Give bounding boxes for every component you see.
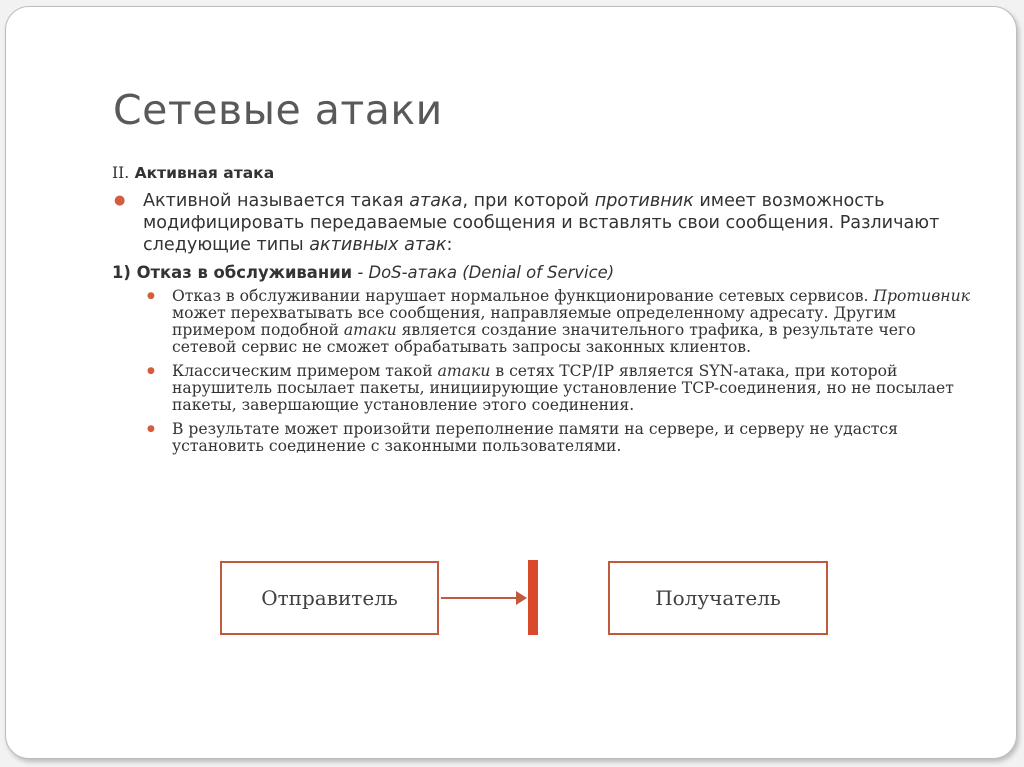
text-run: имеет возможность модифицировать передаваемые сообщения и вставлять свои сообщения. Различают следующие типы	[143, 191, 940, 255]
point-item	[147, 287, 982, 356]
point-item	[147, 420, 982, 455]
subsection-detail: DoS-атака (Denial of Service)	[368, 263, 615, 282]
text-run: :	[446, 235, 453, 255]
text-run: Классическим примером такой	[172, 362, 438, 380]
text-run: является создание значительного трафика, в результате чего сетевой сервис не сможет обрабатывать запросы законных клиентов.	[172, 321, 916, 356]
intro-paragraph	[112, 190, 982, 256]
section-label: Активная атака	[129, 164, 275, 182]
receiver-box	[608, 561, 828, 635]
slide-content	[112, 164, 982, 462]
emphasis-term: активных атак	[309, 235, 447, 255]
emphasis-term: противник	[594, 191, 694, 211]
text-run: может перехватывать все сообщения, направляемые определенному адресату. Другим примером подобной	[172, 304, 897, 339]
subsection-label: 1) Отказ в обслуживании	[112, 263, 353, 282]
blocking-barrier	[528, 560, 538, 635]
arrow-line	[441, 597, 521, 599]
slide-title: Сетевые атаки	[113, 86, 443, 134]
text-run: , при которой	[462, 191, 595, 211]
arrow-head-icon	[516, 591, 527, 605]
sender-label: Отправитель	[261, 586, 398, 610]
sender-box	[220, 561, 439, 635]
text-run: Отказ в обслуживании нарушает нормальное функционирование сетевых сервисов.	[172, 287, 874, 305]
text-run: в сетях TCP/IP является SYN-атака, при которой нарушитель посылает пакеты, инициирующие установление TCP-соединения, но не посылает пакеты, завершающие установление этого соединения.	[172, 362, 954, 414]
section-number: II.	[112, 164, 130, 182]
point-text	[172, 287, 970, 356]
section-heading	[112, 164, 982, 182]
bullet-icon: ●	[147, 424, 155, 434]
text-run: В результате может произойти переполнение памяти на сервере, и серверу не удастся установить соединение с законными пользователями.	[172, 420, 899, 455]
bullet-icon: ●	[114, 193, 126, 208]
subsection-separator: -	[352, 263, 369, 282]
emphasis-term: Противник	[873, 287, 970, 305]
receiver-label: Получатель	[655, 586, 781, 610]
intro-text	[143, 191, 939, 255]
point-text	[172, 362, 954, 414]
bullet-icon: ●	[147, 366, 155, 376]
subsection-heading	[112, 263, 982, 282]
bullet-icon: ●	[147, 291, 155, 301]
point-item	[147, 362, 982, 414]
emphasis-term: атака	[409, 191, 463, 211]
subsection-points	[112, 288, 982, 455]
emphasis-term: атаки	[437, 362, 491, 380]
point-text	[172, 420, 898, 455]
text-run: Активной называется такая	[143, 191, 410, 211]
emphasis-term: атаки	[343, 321, 397, 339]
